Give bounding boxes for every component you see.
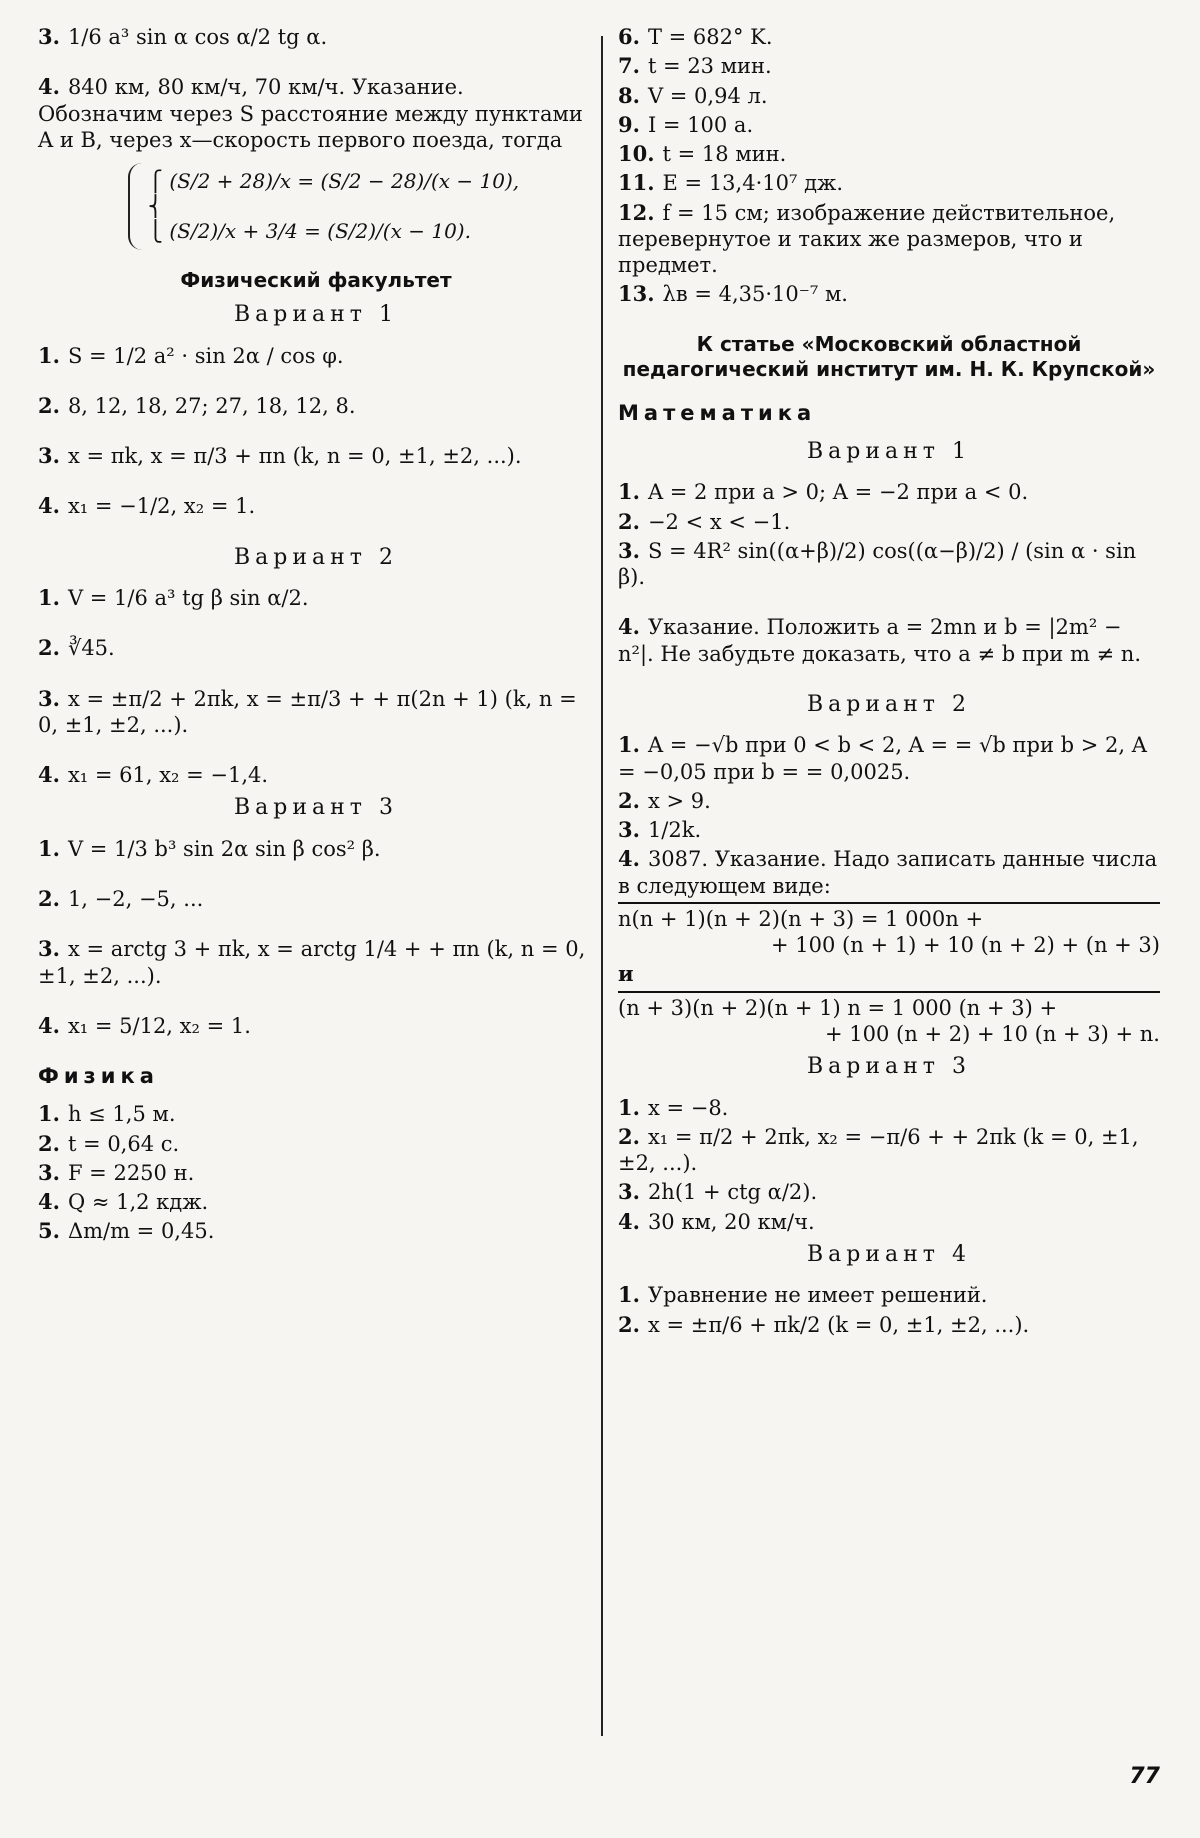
answer-text: t = 0,64 с. xyxy=(67,1131,180,1156)
answer-text: t = 23 мин. xyxy=(647,54,772,79)
answer-text: x = ±π/6 + πk/2 (k = 0, ±1, ±2, ...). xyxy=(647,1312,1030,1337)
answer-text: x = ±π/2 + 2πk, x = ±π/3 + + π(2n + 1) (k, n = 0, ±1, ±2, ...). xyxy=(38,686,577,737)
answer-text: E = 13,4·10⁷ дж. xyxy=(662,171,843,196)
answer-number: 6. xyxy=(618,24,640,49)
answer-number: 4. xyxy=(38,762,60,787)
answer-number: 4. xyxy=(38,74,60,100)
list-item xyxy=(618,788,1160,814)
answer-text: x = πk, x = π/3 + πn (k, n = 0, ±1, ±2, ...). xyxy=(67,444,522,468)
list-item xyxy=(618,1209,1160,1235)
answer-number: 7. xyxy=(618,53,640,79)
variant-title: Вариант 1 xyxy=(234,302,398,327)
answer-number: 3. xyxy=(38,1159,60,1185)
list-item xyxy=(618,817,1160,843)
answer-text: A = −√b при 0 < b < 2, A = = √b при b > 2, A = −0,05 при b = = 0,0025. xyxy=(618,733,1147,784)
subject-heading: Математика xyxy=(618,400,817,425)
list-item xyxy=(618,732,1160,785)
list-item xyxy=(618,538,1160,591)
list-item xyxy=(38,1101,594,1127)
list-item xyxy=(618,200,1160,279)
answer-number: 1. xyxy=(618,1094,640,1120)
answer-text: λв = 4,35·10⁻⁷ м. xyxy=(662,282,848,307)
answer-number: 1. xyxy=(38,585,60,610)
answer-number: 10. xyxy=(618,141,655,166)
right-column xyxy=(618,24,1160,1341)
list-item xyxy=(618,24,1160,50)
list-item xyxy=(618,1282,1160,1308)
list-item xyxy=(38,686,594,739)
list-item xyxy=(618,112,1160,138)
answer-number: 2. xyxy=(618,787,640,813)
answer-number: 1. xyxy=(38,1101,60,1127)
answer-text: Δm/m = 0,45. xyxy=(67,1219,215,1244)
list-item xyxy=(38,886,594,912)
answer-text: A = 2 при a > 0; A = −2 при a < 0. xyxy=(647,480,1029,505)
list-item xyxy=(618,479,1160,505)
list-item xyxy=(38,343,594,369)
answer-text: 8, 12, 18, 27; 27, 18, 12, 8. xyxy=(67,393,356,418)
list-item xyxy=(38,1131,594,1157)
answer-number: 12. xyxy=(618,199,655,225)
answer-number: 4. xyxy=(618,614,640,640)
answer-text: x = arctg 3 + πk, x = arctg 1/4 + + πn (k, n = 0, ±1, ±2, ...). xyxy=(38,937,586,988)
answer-number: 9. xyxy=(618,111,640,137)
list-item xyxy=(618,83,1160,109)
answer-number: 1. xyxy=(618,732,640,758)
answer-text: 1/6 a³ sin α cos α/2 tg α. xyxy=(67,25,328,49)
answer-text: V = 0,94 л. xyxy=(647,83,768,108)
answer-number: 4. xyxy=(38,493,60,519)
list-item xyxy=(38,1189,594,1215)
answer-number: 11. xyxy=(618,170,655,196)
answer-number: 3. xyxy=(618,817,640,842)
list-item xyxy=(618,281,1160,307)
answer-number: 1. xyxy=(38,835,60,861)
answer-number: 2. xyxy=(618,1311,640,1337)
list-item xyxy=(38,493,594,519)
answer-text: S = 4R² sin((α+β)/2) cos((α−β)/2) / (sin α · sin β). xyxy=(618,538,1137,589)
answer-text: x = −8. xyxy=(647,1095,729,1120)
variant-title: Вариант 2 xyxy=(807,691,971,717)
answer-4-with-hint xyxy=(38,74,594,153)
list-item xyxy=(38,443,594,469)
article-heading: К статье «Московский областной педагогический институт им. Н. К. Крупской» xyxy=(622,331,1156,381)
equation-system: ⎧ (S/2 + 28)/x = (S/2 − 28)/(x − 10), ⎨ ⎩ (S/2)/x + 3/4 = (S/2)/(x − 10). xyxy=(128,163,594,250)
answer-text: h ≤ 1,5 м. xyxy=(67,1102,176,1127)
answer-number: 5. xyxy=(38,1218,60,1244)
answer-text: x₁ = 5/12, x₂ = 1. xyxy=(67,1013,251,1038)
answer-text: x₁ = −1/2, x₂ = 1. xyxy=(67,494,256,519)
answer-text: ∛45. xyxy=(67,636,115,661)
answer-text: I = 100 а. xyxy=(647,112,754,137)
answer-number: 3. xyxy=(38,24,60,49)
answer-number: 3. xyxy=(38,936,60,962)
equation-line: + 100 (n + 2) + 10 (n + 3) + n. xyxy=(825,1021,1160,1046)
answer-text: f = 15 см; изображение действительное, перевернутое и таких же размеров, что и предмет. xyxy=(618,200,1116,277)
list-item xyxy=(618,53,1160,79)
list-item xyxy=(38,1013,594,1039)
answer-number: 2. xyxy=(38,886,60,911)
list-item xyxy=(618,509,1160,535)
answer-number: 3. xyxy=(618,537,640,563)
equation-line: (n + 3)(n + 2)(n + 1) n = 1 000 (n + 3) + xyxy=(618,991,1160,1021)
answer-number: 8. xyxy=(618,82,640,108)
variant-title: Вариант 2 xyxy=(234,544,398,570)
list-item xyxy=(38,936,594,989)
answer-text: F = 2250 н. xyxy=(67,1160,195,1185)
answer-text: Указание. Положить a = 2mn и b = |2m² − n²|. Не забудьте доказать, что a ≠ b при m ≠ n. xyxy=(618,615,1142,666)
conjunction: и xyxy=(618,961,634,987)
answer-number: 4. xyxy=(618,846,640,872)
subject-heading: Физика xyxy=(38,1064,159,1088)
answer-text: −2 < x < −1. xyxy=(647,509,791,534)
answer-text: 30 км, 20 км/ч. xyxy=(647,1209,815,1234)
equation-line: + 100 (n + 1) + 10 (n + 2) + (n + 3) xyxy=(771,933,1160,957)
answer-number: 13. xyxy=(618,281,655,307)
answer-number: 2. xyxy=(618,1123,640,1149)
list-item xyxy=(38,1160,594,1186)
list-item xyxy=(618,1124,1160,1177)
answer-text: V = 1/3 b³ sin 2α sin β cos² β. xyxy=(67,836,381,861)
equation-line: n(n + 1)(n + 2)(n + 3) = 1 000n + xyxy=(618,902,1160,932)
list-item xyxy=(618,846,1160,899)
answer-text: Уравнение не имеет решений. xyxy=(647,1283,988,1308)
answer-number: 4. xyxy=(618,1208,640,1234)
answer-number: 4. xyxy=(38,1189,60,1214)
answer-text: 1/2k. xyxy=(647,818,702,842)
list-item xyxy=(618,1312,1160,1338)
answer-text: V = 1/6 a³ tg β sin α/2. xyxy=(67,586,309,610)
left-column xyxy=(38,24,594,1248)
variant-title: Вариант 3 xyxy=(807,1054,971,1079)
answer-number: 4. xyxy=(38,1012,60,1038)
list-item xyxy=(38,393,594,419)
page-number: 77 xyxy=(1129,1763,1160,1789)
list-item xyxy=(618,141,1160,167)
answer-text: x₁ = 61, x₂ = −1,4. xyxy=(67,763,269,787)
list-item xyxy=(38,1218,594,1244)
list-item xyxy=(38,762,594,788)
answer-number: 2. xyxy=(618,508,640,534)
answer-text: T = 682° K. xyxy=(647,25,773,49)
answer-text: 1, −2, −5, ... xyxy=(67,887,204,911)
answer-number: 1. xyxy=(38,342,60,368)
answer-number: 3. xyxy=(618,1179,640,1205)
answer-number: 3. xyxy=(38,685,60,711)
faculty-heading: Физический факультет xyxy=(180,268,452,292)
list-item xyxy=(38,585,594,611)
variant-title: Вариант 3 xyxy=(234,795,398,821)
answer-text: x > 9. xyxy=(647,788,711,813)
answer-number: 3. xyxy=(38,443,60,468)
answer-text: 840 км, 80 км/ч, 70 км/ч. Указание. Обозначим через S расстояние между пунктами A и B, через x—скорость первого поезда, тогда xyxy=(38,75,583,152)
answer-text: t = 18 мин. xyxy=(662,142,787,166)
answer-number: 2. xyxy=(38,1130,60,1156)
list-item xyxy=(618,170,1160,196)
answer-text: 2h(1 + ctg α/2). xyxy=(647,1180,818,1205)
list-item xyxy=(618,1179,1160,1205)
answer-text: Q ≈ 1,2 кдж. xyxy=(67,1190,209,1214)
list-item xyxy=(618,614,1160,667)
answer-number: 1. xyxy=(618,1282,640,1308)
answer-number: 1. xyxy=(618,479,640,505)
answer-number: 2. xyxy=(38,392,60,418)
list-item xyxy=(38,635,594,661)
variant-title: Вариант 4 xyxy=(807,1241,971,1267)
answer-number: 2. xyxy=(38,635,60,661)
list-item xyxy=(38,836,594,862)
list-item xyxy=(618,1095,1160,1121)
answer-text: S = 1/2 a² · sin 2α / cos φ. xyxy=(67,343,344,368)
answer-3 xyxy=(38,24,594,50)
answer-text: x₁ = π/2 + 2πk, x₂ = −π/6 + + 2πk (k = 0, ±1, ±2, ...). xyxy=(618,1124,1139,1175)
answer-text: 3087. Указание. Надо записать данные числа в следующем виде: xyxy=(618,847,1158,898)
column-divider xyxy=(601,36,603,1736)
variant-title: Вариант 1 xyxy=(807,438,971,464)
